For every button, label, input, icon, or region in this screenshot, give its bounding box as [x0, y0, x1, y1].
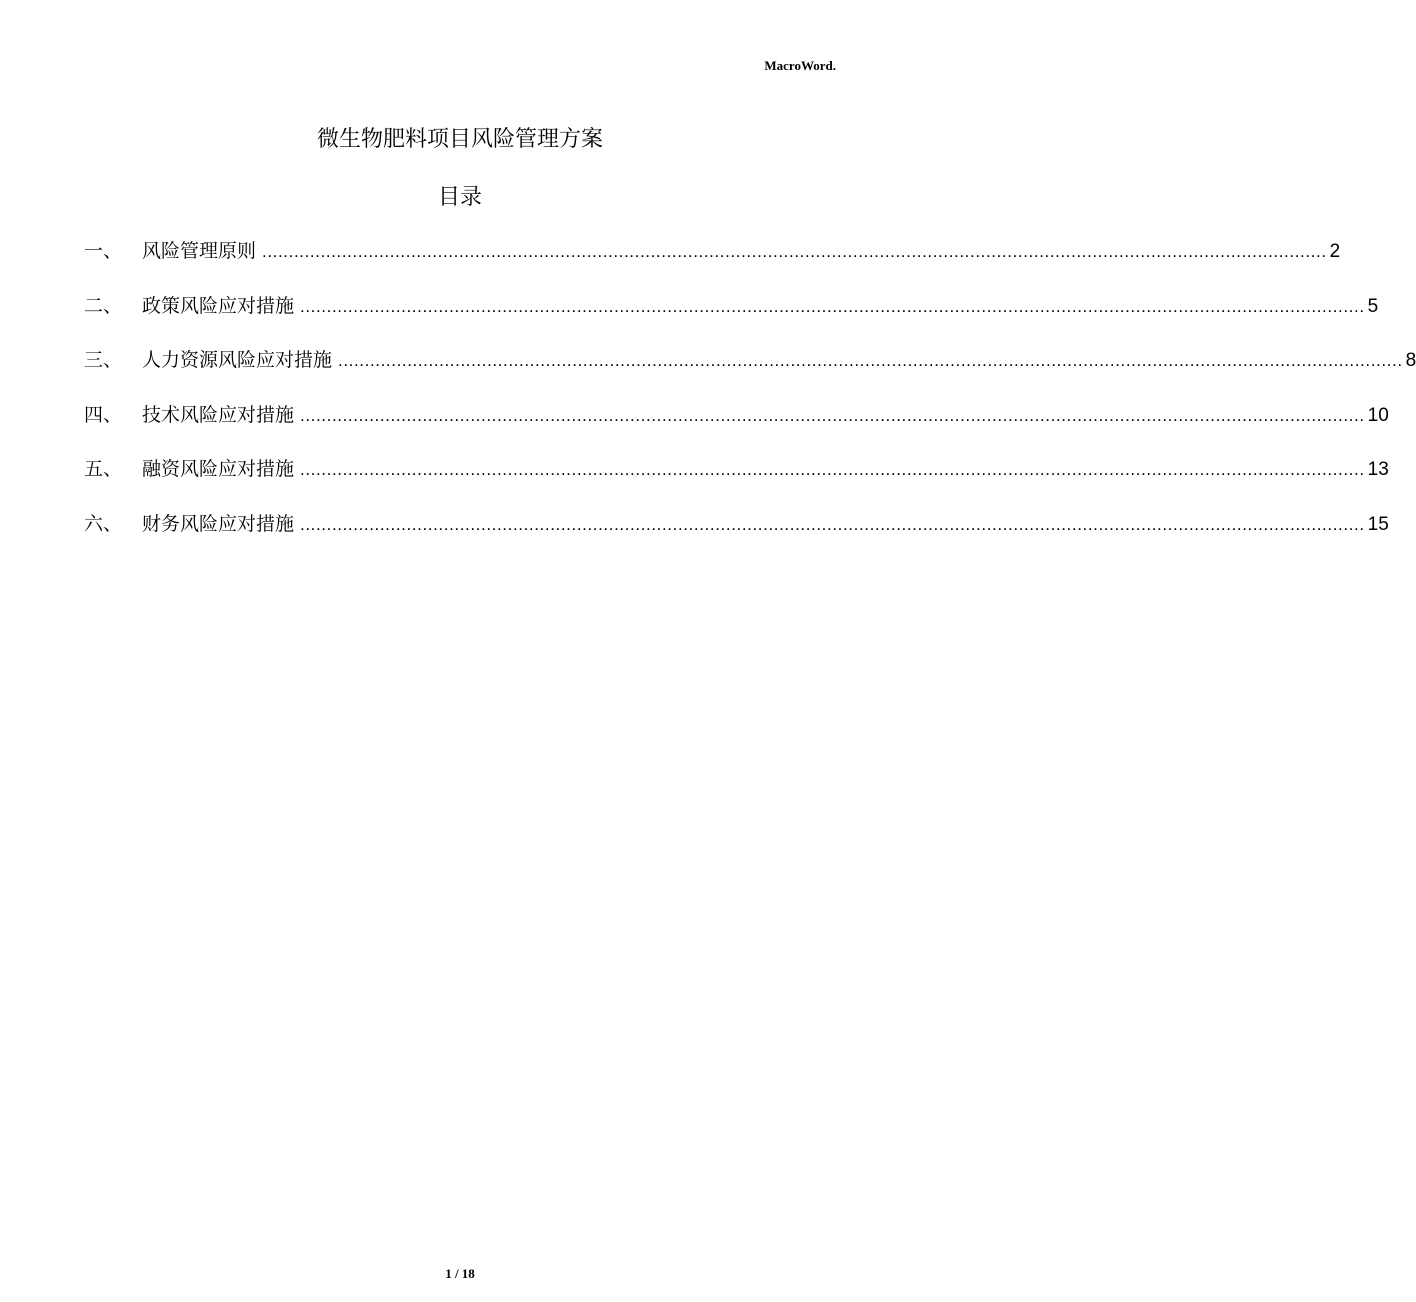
toc-entry-number: 一、 [84, 240, 123, 262]
toc-entry-number: 二、 [84, 294, 123, 317]
toc-entry-title: 人力资源风险应对措施 [142, 349, 333, 371]
toc-entry-title: 风险管理原则 [142, 240, 257, 262]
toc-entry[interactable] [84, 345, 1416, 400]
toc-entry-page: 13 [1367, 459, 1389, 480]
header-brand: MacroWord. [764, 58, 836, 73]
toc-entry-page: 5 [1367, 295, 1379, 317]
toc-dot-leader: ........................................................................................................................................................................................................ [300, 405, 1365, 425]
toc-dot-leader: ........................................................................................................................................................................................................ [300, 514, 1365, 534]
toc-entry[interactable] [84, 400, 1389, 455]
toc-entry-number: 六、 [84, 512, 123, 535]
toc-entry-title: 技术风险应对措施 [142, 403, 295, 426]
toc-entry-title: 融资风险应对措施 [142, 458, 295, 480]
page-indicator: 1 / 18 [445, 1266, 475, 1281]
toc-entry-page: 15 [1367, 513, 1389, 535]
toc-entry-title: 政策风险应对措施 [142, 294, 295, 317]
toc-entry-page: 2 [1329, 241, 1341, 262]
toc-entry-page: 10 [1367, 404, 1389, 426]
toc-entry-page: 8 [1405, 350, 1416, 371]
toc-entry-number: 三、 [84, 349, 123, 371]
toc-entry-title: 财务风险应对措施 [142, 512, 295, 535]
toc-entry[interactable] [84, 509, 1389, 564]
toc-heading: 目录 [437, 185, 482, 210]
toc-dot-leader: ........................................................................................................................................................................................................ [300, 296, 1365, 316]
document-title: 微生物肥料项目风险管理方案 [316, 127, 603, 152]
table-of-contents [84, 236, 1416, 563]
toc-dot-leader: ........................................................................................................................................................................................................ [262, 242, 1327, 261]
toc-entry-number: 五、 [84, 458, 123, 480]
toc-entry[interactable] [84, 454, 1389, 509]
toc-dot-leader: ........................................................................................................................................................................................................ [300, 460, 1365, 479]
toc-entry[interactable] [84, 236, 1341, 291]
toc-entry[interactable] [84, 291, 1379, 346]
toc-entry-number: 四、 [84, 403, 123, 426]
toc-dot-leader: ........................................................................................................................................................................................................ [338, 351, 1403, 370]
